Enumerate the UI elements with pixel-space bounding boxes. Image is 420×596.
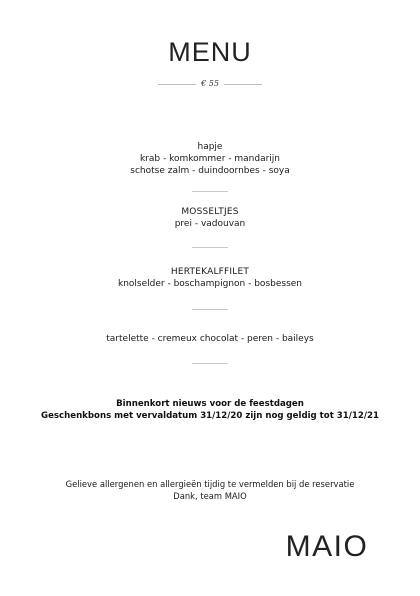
section-divider (192, 191, 228, 192)
section-divider (192, 247, 228, 248)
course-appetizer (0, 141, 420, 177)
allergen-footer (0, 478, 420, 502)
course-veal (0, 266, 420, 290)
notice-line: Geschenkbons met vervaldatum 31/12/20 zijn nog geldig tot 31/12/21 (41, 411, 379, 421)
section-divider (192, 309, 228, 310)
menu-price: € 55 (201, 79, 219, 88)
section-divider (192, 363, 228, 364)
brand-logo: MAIO (285, 530, 369, 563)
price-divider-left (158, 84, 196, 85)
course-line: knolselder - boschampignon - bosbessen (118, 279, 302, 289)
price-row (158, 77, 262, 91)
price-divider-right (224, 84, 262, 85)
course-line: krab - komkommer - mandarijn (139, 154, 281, 164)
course-line: tartelette - cremeux chocolat - peren - baileys (106, 334, 314, 344)
footer-line: Gelieve allergenen en allergieën tijdig te vermelden bij de reservatie (65, 479, 355, 489)
course-heading: HERTEKALFFILET (170, 267, 250, 277)
course-line: prei - vadouvan (174, 219, 246, 229)
course-heading: MOSSELTJES (181, 207, 239, 217)
notice-line: Binnenkort nieuws voor de feestdagen (116, 399, 304, 409)
holiday-notice (0, 398, 420, 422)
course-mussels (0, 206, 420, 230)
course-dessert (0, 333, 420, 345)
menu-title: MENU (168, 37, 252, 67)
footer-line: Dank, team MAIO (173, 491, 247, 501)
course-line: schotse zalm - duindoornbes - soya (130, 166, 290, 176)
course-line: hapje (197, 142, 223, 152)
